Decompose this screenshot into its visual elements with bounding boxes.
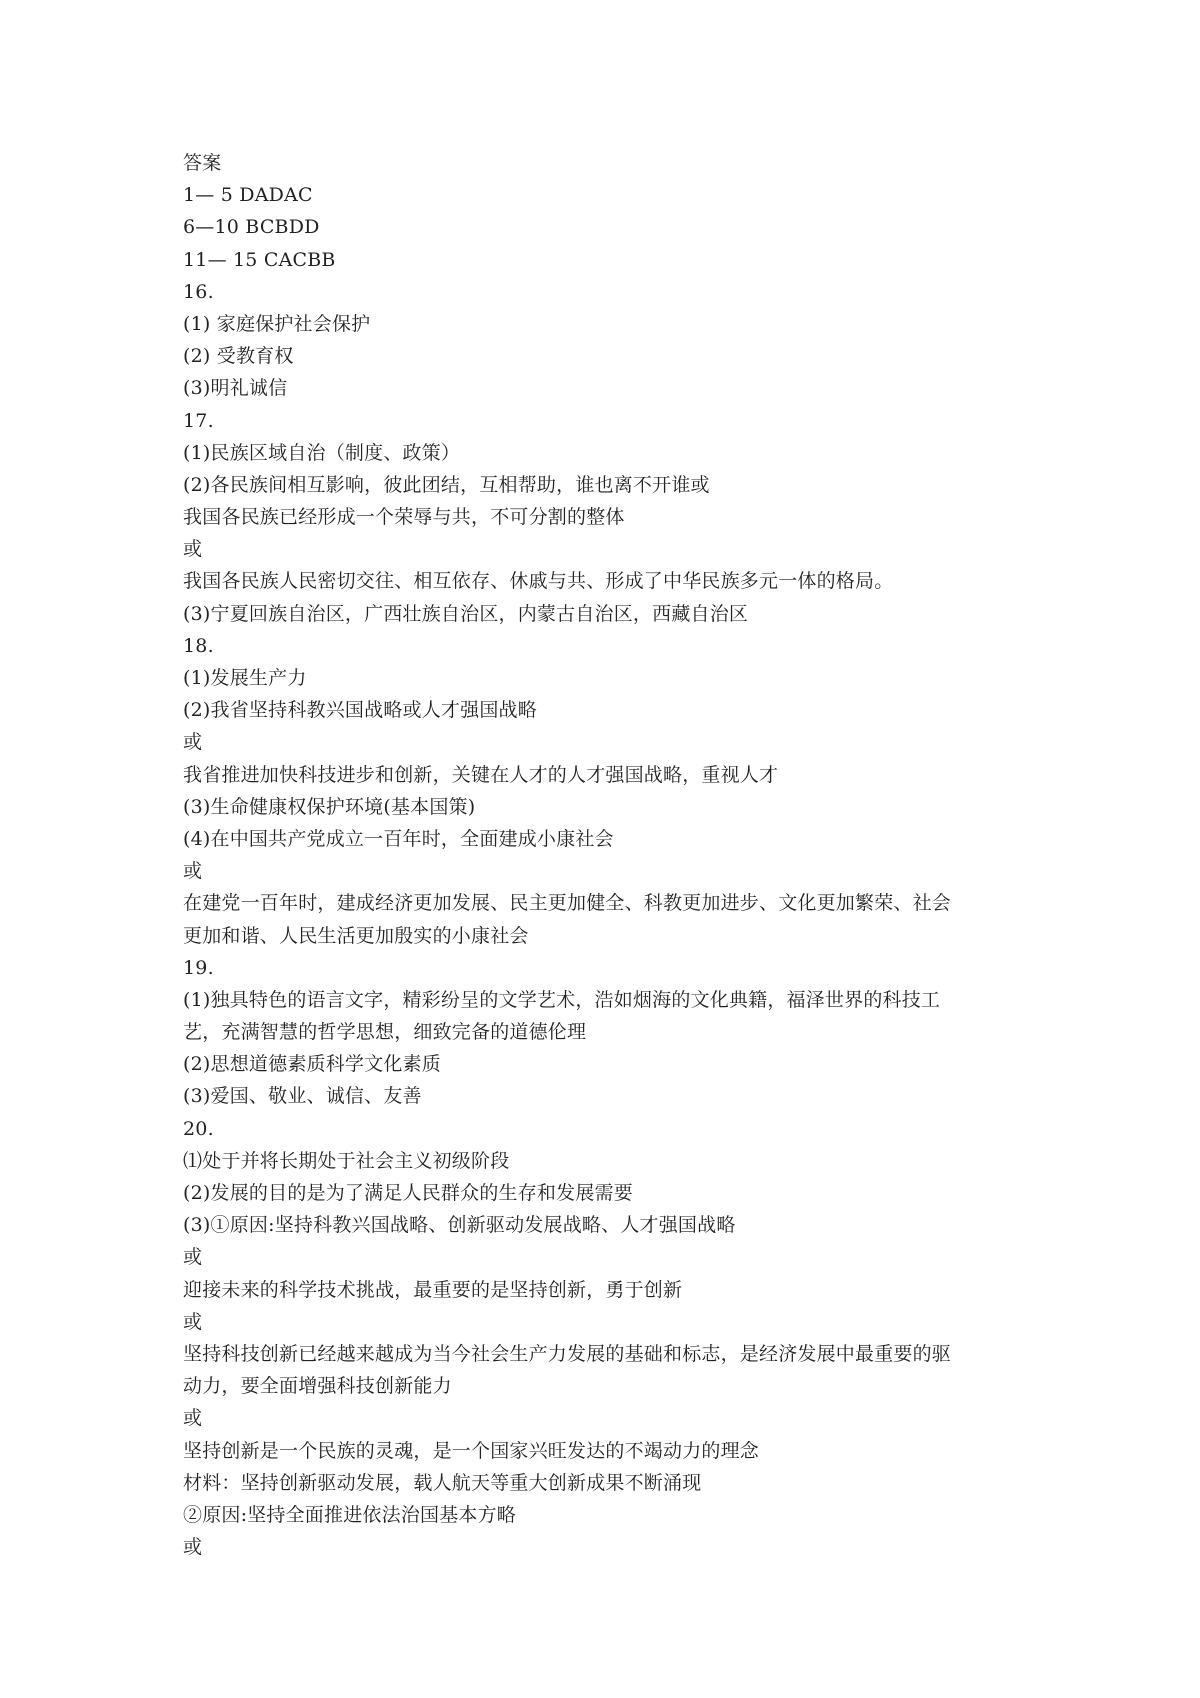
text-line: (2)我省坚持科教兴国战略或人才强国战略 [183,699,537,722]
text-line: (2)思想道德素质科学文化素质 [183,1053,441,1076]
text-line: 更加和谐、人民生活更加殷实的小康社会 [183,924,529,947]
text-line: 我国各民族已经形成一个荣辱与共，不可分割的整体 [183,506,625,529]
text-line: 18. [183,634,214,657]
text-line: 在建党一百年时，建成经济更加发展、民主更加健全、科教更加进步、文化更加繁荣、社会 [183,892,952,915]
text-line: (3)爱国、敬业、诚信、友善 [183,1085,422,1108]
text-line: (3)生命健康权保护环境(基本国策) [183,795,476,818]
text-line: 1— 5 DADAC [183,184,313,207]
text-line: 材料：坚持创新驱动发展，载人航天等重大创新成果不断涌现 [183,1471,702,1494]
text-line: 或 [183,1310,203,1333]
text-line: 或 [183,1536,203,1559]
text-line: (2)各民族间相互影响，彼此团结，互相帮助，谁也离不开谁或 [183,473,710,496]
text-line: 19. [183,956,214,979]
text-line: 或 [183,731,203,754]
text-line: (3)宁夏回族自治区，广西壮族自治区，内蒙古自治区，西藏自治区 [183,602,749,625]
answer-key-text [183,147,1033,1563]
text-line: (4)在中国共产党成立一百年时，全面建成小康社会 [183,827,614,850]
text-line: 答案 [183,152,222,174]
text-line: (1) 家庭保护社会保护 [183,312,371,335]
text-line: 迎接未来的科学技术挑战，最重要的是坚持创新，勇于创新 [183,1278,683,1301]
text-line: (1)民族区域自治（制度、政策） [183,441,461,464]
text-line: (1)独具特色的语言文字，精彩纷呈的文学艺术，浩如烟海的文化典籍，福泽世界的科技工 [183,988,941,1011]
text-line: 坚持科技创新已经越来越成为当今社会生产力发展的基础和标志，是经济发展中最重要的驱 [183,1342,952,1365]
text-line: 动力，要全面增强科技创新能力 [183,1375,452,1398]
text-line: 坚持创新是一个民族的灵魂，是一个国家兴旺发达的不竭动力的理念 [183,1439,760,1462]
text-line: 16. [183,280,214,303]
text-line: 我国各民族人民密切交往、相互依存、休戚与共、形成了中华民族多元一体的格局。 [183,570,894,593]
text-line: ②原因:坚持全面推进依法治国基本方略 [183,1503,517,1526]
text-line: 或 [183,1246,203,1269]
text-line: (2)发展的目的是为了满足人民群众的生存和发展需要 [183,1182,633,1204]
text-line: (1)发展生产力 [183,667,307,689]
text-line: 20. [183,1117,214,1140]
text-line: 艺，充满智慧的哲学思想，细致完备的道德伦理 [183,1021,587,1044]
text-line: 6—10 BCBDD [183,216,320,239]
text-line: (2) 受教育权 [183,345,294,368]
text-line: 我省推进加快科技进步和创新，关键在人才的人才强国战略，重视人才 [183,763,779,786]
text-line: ⑴处于并将长期处于社会主义初级阶段 [183,1149,510,1172]
text-line: 11— 15 CACBB [183,248,336,271]
text-line: 17. [183,409,214,432]
text-line: 或 [183,538,203,561]
text-line: (3)明礼诚信 [183,377,288,400]
text-line: (3)①原因:坚持科教兴国战略、创新驱动发展战略、人才强国战略 [183,1214,736,1237]
text-line: 或 [183,860,203,883]
text-line: 或 [183,1407,203,1430]
